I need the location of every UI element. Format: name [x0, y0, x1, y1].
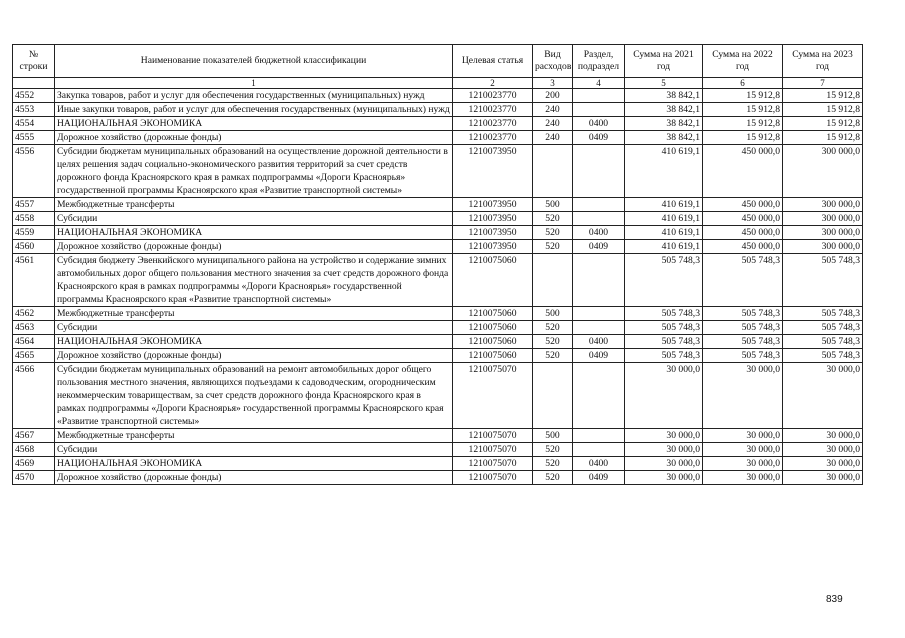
target-article: 1210073950 — [453, 145, 533, 198]
sum-2022: 15 912,8 — [703, 89, 783, 103]
sum-2022: 450 000,0 — [703, 145, 783, 198]
column-number: 5 — [625, 78, 703, 89]
table-row — [13, 443, 863, 457]
table-row — [13, 363, 863, 429]
table-row — [13, 131, 863, 145]
target-article: 1210023770 — [453, 131, 533, 145]
sum-2021: 30 000,0 — [625, 471, 703, 485]
target-article: 1210075070 — [453, 443, 533, 457]
indicator-name: Субсидии бюджетам муниципальных образований на осуществление дорожной деятельности в целях решения задач социально-экономического развития территорий за счет средств дорожного фонда Красноярского края в рамках подпрограммы «Дороги Красноярья» государственной программы Красноярского края «Развитие транспортной системы» — [55, 145, 453, 198]
header-indicator-name: Наименование показателей бюджетной классификации — [55, 45, 453, 78]
column-number: 3 — [533, 78, 573, 89]
table-body — [13, 89, 863, 485]
table-row — [13, 198, 863, 212]
row-number: 4563 — [13, 321, 55, 335]
sum-2021: 38 842,1 — [625, 117, 703, 131]
sum-2022: 450 000,0 — [703, 240, 783, 254]
table-row — [13, 429, 863, 443]
target-article: 1210023770 — [453, 117, 533, 131]
expense-type: 520 — [533, 226, 573, 240]
section-code — [573, 198, 625, 212]
sum-2023: 300 000,0 — [783, 198, 863, 212]
sum-2023: 15 912,8 — [783, 131, 863, 145]
column-number-row — [13, 78, 863, 89]
expense-type: 520 — [533, 335, 573, 349]
expense-type — [533, 145, 573, 198]
section-code — [573, 145, 625, 198]
sum-2021: 505 748,3 — [625, 335, 703, 349]
row-number: 4558 — [13, 212, 55, 226]
header-row-number: № строки — [13, 45, 55, 78]
table-row — [13, 89, 863, 103]
sum-2023: 15 912,8 — [783, 103, 863, 117]
sum-2022: 30 000,0 — [703, 363, 783, 429]
table-row — [13, 349, 863, 363]
section-code — [573, 254, 625, 307]
expense-type: 200 — [533, 89, 573, 103]
section-code: 0409 — [573, 240, 625, 254]
indicator-name: Дорожное хозяйство (дорожные фонды) — [55, 240, 453, 254]
table-row — [13, 457, 863, 471]
target-article: 1210075070 — [453, 429, 533, 443]
table-row — [13, 321, 863, 335]
header-sum-2022: Сумма на 2022 год — [703, 45, 783, 78]
sum-2023: 300 000,0 — [783, 226, 863, 240]
table-row — [13, 117, 863, 131]
column-number: 4 — [573, 78, 625, 89]
sum-2022: 505 748,3 — [703, 254, 783, 307]
page-number: 839 — [826, 594, 843, 605]
indicator-name: Дорожное хозяйство (дорожные фонды) — [55, 131, 453, 145]
section-code — [573, 429, 625, 443]
indicator-name: Дорожное хозяйство (дорожные фонды) — [55, 349, 453, 363]
indicator-name: НАЦИОНАЛЬНАЯ ЭКОНОМИКА — [55, 117, 453, 131]
sum-2022: 15 912,8 — [703, 103, 783, 117]
sum-2023: 505 748,3 — [783, 321, 863, 335]
sum-2021: 410 619,1 — [625, 212, 703, 226]
sum-2021: 410 619,1 — [625, 226, 703, 240]
expense-type: 240 — [533, 103, 573, 117]
sum-2021: 410 619,1 — [625, 145, 703, 198]
expense-type: 520 — [533, 471, 573, 485]
column-number: 1 — [55, 78, 453, 89]
sum-2023: 15 912,8 — [783, 89, 863, 103]
section-code: 0400 — [573, 226, 625, 240]
row-number: 4555 — [13, 131, 55, 145]
header-sum-2023: Сумма на 2023 год — [783, 45, 863, 78]
sum-2022: 505 748,3 — [703, 321, 783, 335]
sum-2022: 450 000,0 — [703, 198, 783, 212]
target-article: 1210075060 — [453, 335, 533, 349]
indicator-name: Межбюджетные трансферты — [55, 429, 453, 443]
target-article: 1210073950 — [453, 198, 533, 212]
section-code — [573, 103, 625, 117]
table-row — [13, 240, 863, 254]
sum-2021: 30 000,0 — [625, 363, 703, 429]
expense-type: 500 — [533, 429, 573, 443]
expense-type: 520 — [533, 443, 573, 457]
sum-2021: 30 000,0 — [625, 457, 703, 471]
sum-2023: 30 000,0 — [783, 363, 863, 429]
sum-2022: 505 748,3 — [703, 349, 783, 363]
indicator-name: НАЦИОНАЛЬНАЯ ЭКОНОМИКА — [55, 226, 453, 240]
row-number: 4565 — [13, 349, 55, 363]
sum-2023: 300 000,0 — [783, 145, 863, 198]
expense-type: 500 — [533, 307, 573, 321]
expense-type: 520 — [533, 212, 573, 226]
target-article: 1210073950 — [453, 240, 533, 254]
sum-2022: 450 000,0 — [703, 226, 783, 240]
sum-2022: 30 000,0 — [703, 443, 783, 457]
row-number: 4553 — [13, 103, 55, 117]
section-code: 0400 — [573, 457, 625, 471]
sum-2022: 30 000,0 — [703, 457, 783, 471]
section-code — [573, 307, 625, 321]
target-article: 1210023770 — [453, 89, 533, 103]
sum-2023: 505 748,3 — [783, 349, 863, 363]
row-number: 4567 — [13, 429, 55, 443]
table-row — [13, 226, 863, 240]
table-row — [13, 212, 863, 226]
section-code: 0409 — [573, 349, 625, 363]
row-number: 4556 — [13, 145, 55, 198]
section-code — [573, 89, 625, 103]
table-row — [13, 103, 863, 117]
sum-2021: 410 619,1 — [625, 198, 703, 212]
section-code: 0409 — [573, 131, 625, 145]
sum-2021: 38 842,1 — [625, 131, 703, 145]
indicator-name: Субсидии — [55, 321, 453, 335]
sum-2023: 505 748,3 — [783, 335, 863, 349]
expense-type: 520 — [533, 349, 573, 363]
sum-2023: 15 912,8 — [783, 117, 863, 131]
table-row — [13, 335, 863, 349]
sum-2022: 15 912,8 — [703, 117, 783, 131]
indicator-name: Субсидии — [55, 443, 453, 457]
row-number: 4568 — [13, 443, 55, 457]
sum-2023: 505 748,3 — [783, 254, 863, 307]
expense-type: 240 — [533, 117, 573, 131]
sum-2022: 30 000,0 — [703, 471, 783, 485]
target-article: 1210023770 — [453, 103, 533, 117]
section-code — [573, 443, 625, 457]
target-article: 1210075060 — [453, 254, 533, 307]
sum-2021: 505 748,3 — [625, 321, 703, 335]
sum-2021: 30 000,0 — [625, 443, 703, 457]
expense-type — [533, 363, 573, 429]
indicator-name: Закупка товаров, работ и услуг для обеспечения государственных (муниципальных) нужд — [55, 89, 453, 103]
row-number: 4552 — [13, 89, 55, 103]
sum-2022: 450 000,0 — [703, 212, 783, 226]
sum-2021: 38 842,1 — [625, 103, 703, 117]
expense-type: 520 — [533, 457, 573, 471]
sum-2023: 30 000,0 — [783, 443, 863, 457]
row-number: 4554 — [13, 117, 55, 131]
table-row — [13, 145, 863, 198]
section-code: 0400 — [573, 335, 625, 349]
header-target-article: Целевая статья — [453, 45, 533, 78]
sum-2021: 505 748,3 — [625, 307, 703, 321]
indicator-name: Субсидии — [55, 212, 453, 226]
target-article: 1210075070 — [453, 471, 533, 485]
indicator-name: НАЦИОНАЛЬНАЯ ЭКОНОМИКА — [55, 457, 453, 471]
expense-type: 240 — [533, 131, 573, 145]
table-row — [13, 471, 863, 485]
target-article: 1210075060 — [453, 349, 533, 363]
sum-2022: 30 000,0 — [703, 429, 783, 443]
expense-type: 520 — [533, 240, 573, 254]
indicator-name: НАЦИОНАЛЬНАЯ ЭКОНОМИКА — [55, 335, 453, 349]
target-article: 1210073950 — [453, 212, 533, 226]
row-number: 4557 — [13, 198, 55, 212]
section-code — [573, 321, 625, 335]
sum-2021: 410 619,1 — [625, 240, 703, 254]
indicator-name: Субсидия бюджету Эвенкийского муниципального района на устройство и содержание зимних автомобильных дорог общего пользования местного значения за счет средств дорожного фонда Красноярского края в рамках подпрограммы «Дороги Красноярья» государственной программы Красноярского края «Развитие транспортной системы» — [55, 254, 453, 307]
sum-2023: 30 000,0 — [783, 471, 863, 485]
target-article: 1210075060 — [453, 307, 533, 321]
indicator-name: Субсидии бюджетам муниципальных образований на ремонт автомобильных дорог общего пользования местного значения, являющихся подъездами к садоводческим, огородническим некоммерческим товариществам, за счет средств дорожного фонда Красноярского края в рамках подпрограммы «Дороги Красноярья» государственной программы Красноярского края «Развитие транспортной системы» — [55, 363, 453, 429]
sum-2023: 300 000,0 — [783, 212, 863, 226]
sum-2021: 30 000,0 — [625, 429, 703, 443]
sum-2021: 505 748,3 — [625, 254, 703, 307]
sum-2023: 30 000,0 — [783, 457, 863, 471]
header-section: Раздел, подраздел — [573, 45, 625, 78]
row-number: 4564 — [13, 335, 55, 349]
sum-2023: 30 000,0 — [783, 429, 863, 443]
target-article: 1210075070 — [453, 363, 533, 429]
sum-2021: 38 842,1 — [625, 89, 703, 103]
table-row — [13, 254, 863, 307]
column-number — [13, 78, 55, 89]
sum-2023: 505 748,3 — [783, 307, 863, 321]
table-row — [13, 307, 863, 321]
target-article: 1210075060 — [453, 321, 533, 335]
indicator-name: Иные закупки товаров, работ и услуг для обеспечения государственных (муниципальных) нужд — [55, 103, 453, 117]
sum-2022: 505 748,3 — [703, 307, 783, 321]
row-number: 4560 — [13, 240, 55, 254]
row-number: 4570 — [13, 471, 55, 485]
indicator-name: Межбюджетные трансферты — [55, 307, 453, 321]
section-code: 0400 — [573, 117, 625, 131]
target-article: 1210075070 — [453, 457, 533, 471]
row-number: 4566 — [13, 363, 55, 429]
column-number: 7 — [783, 78, 863, 89]
section-code — [573, 363, 625, 429]
sum-2022: 15 912,8 — [703, 131, 783, 145]
sum-2022: 505 748,3 — [703, 335, 783, 349]
header-sum-2021: Сумма на 2021 год — [625, 45, 703, 78]
row-number: 4561 — [13, 254, 55, 307]
expense-type: 500 — [533, 198, 573, 212]
column-number: 2 — [453, 78, 533, 89]
indicator-name: Дорожное хозяйство (дорожные фонды) — [55, 471, 453, 485]
section-code — [573, 212, 625, 226]
column-number: 6 — [703, 78, 783, 89]
row-number: 4569 — [13, 457, 55, 471]
target-article: 1210073950 — [453, 226, 533, 240]
sum-2021: 505 748,3 — [625, 349, 703, 363]
expense-type — [533, 254, 573, 307]
budget-table — [12, 44, 863, 485]
header-expense-type: Вид расходов — [533, 45, 573, 78]
expense-type: 520 — [533, 321, 573, 335]
sum-2023: 300 000,0 — [783, 240, 863, 254]
header-row — [13, 45, 863, 78]
row-number: 4562 — [13, 307, 55, 321]
row-number: 4559 — [13, 226, 55, 240]
indicator-name: Межбюджетные трансферты — [55, 198, 453, 212]
section-code: 0409 — [573, 471, 625, 485]
